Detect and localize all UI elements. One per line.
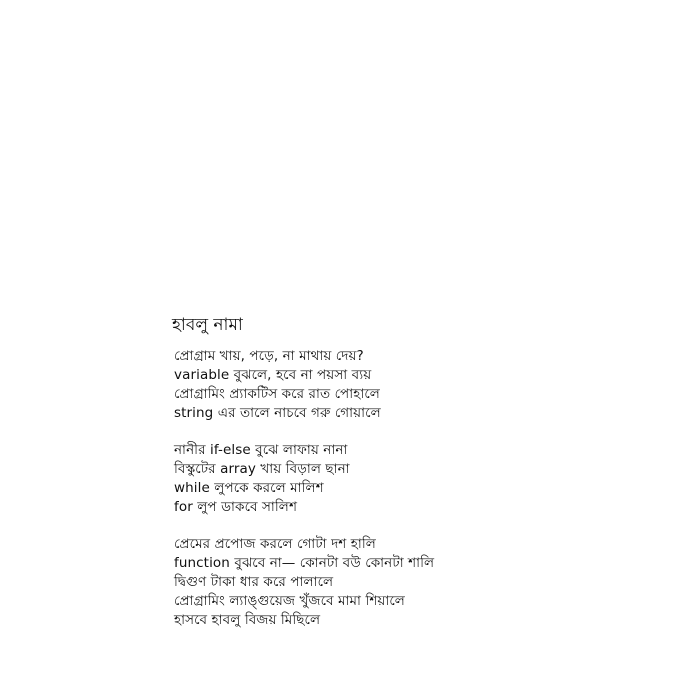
poem-line: প্রোগ্রাম খায়, পড়ে, না মাথায় দেয়? <box>174 348 364 364</box>
poem-line: প্রেমের প্রপোজ করলে গোটা দশ হালি <box>174 536 376 552</box>
poem-line: while লুপকে করলে মালিশ <box>174 480 324 496</box>
stanza-3 <box>174 535 434 630</box>
poem-line: নানীর if-else বুঝে লাফায় নানা <box>174 442 348 458</box>
poem-line: variable বুঝলে, হবে না পয়সা ব্যয় <box>174 367 372 383</box>
poem-line: string এর তালে নাচবে গরু গোয়ালে <box>174 405 381 421</box>
poem-line: for লুপ ডাকবে সালিশ <box>174 499 298 515</box>
stanza-1 <box>174 347 381 423</box>
poem-title: হাবলু নামা <box>172 315 243 335</box>
poem-line: হাসবে হাবলু বিজয় মিছিলে <box>174 612 321 628</box>
poem-line: বিস্কুটের array খায় বিড়াল ছানা <box>174 461 350 477</box>
poem-line: দ্বিগুণ টাকা ধার করে পালালে <box>174 574 334 590</box>
poem-line: প্রোগ্রামিং ল্যাঙ্গুয়েজ খুঁজবে মামা শিয়ালে <box>174 593 405 609</box>
stanza-2 <box>174 441 350 517</box>
poem-line: function বুঝবে না— কোনটা বউ কোনটা শালি <box>174 555 435 571</box>
poem-line: প্রোগ্রামিং প্র্যাকটিস করে রাত পোহালে <box>174 386 380 402</box>
